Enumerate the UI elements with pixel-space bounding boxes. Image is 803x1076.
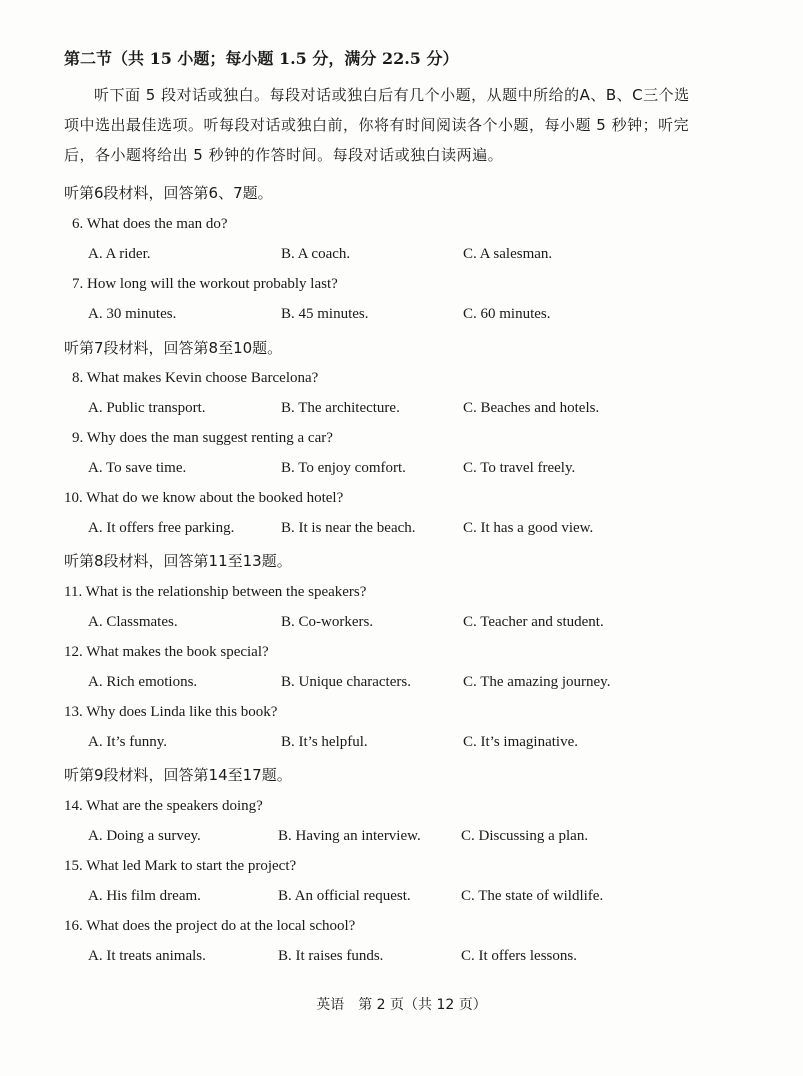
question-7-option-c: C. 60 minutes. [463, 306, 551, 322]
question-12-option-a: A. Rich emotions. [88, 674, 198, 690]
question-12-option-b: B. Unique characters. [281, 674, 411, 690]
question-11-option-a: A. Classmates. [88, 614, 178, 630]
question-9-stem: 9. Why does the man suggest renting a car? [72, 430, 333, 446]
question-10-option-b: B. It is near the beach. [281, 520, 416, 536]
section-instructions: 听下面 5 段对话或独白。每段对话或独白后有几个小题，从题中所给的A、B、C三个选项中选出最佳选项。听每段对话或独白前，你将有时间阅读各个小题，每小题 5 秒钟；听完后，各小题将给出 5 秒钟的作答时间。每段对话或独白读两遍。 [64, 86, 690, 164]
question-11-option-c: C. Teacher and student. [463, 614, 604, 630]
question-11-stem: 11. What is the relationship between the speakers? [64, 584, 367, 600]
group-header-6: 听第6段材料，回答第6、7题。 [64, 184, 273, 202]
question-13-option-b: B. It’s helpful. [281, 734, 368, 750]
question-7-option-b: B. 45 minutes. [281, 306, 369, 322]
question-8-stem: 8. What makes Kevin choose Barcelona? [72, 370, 319, 386]
question-8-option-c: C. Beaches and hotels. [463, 400, 600, 416]
question-11-option-b: B. Co-workers. [281, 614, 374, 630]
section-title: 第二节（共 15 小题；每小题 1.5 分，满分 22.5 分） [64, 49, 459, 68]
question-15-option-a: A. His film dream. [88, 888, 201, 904]
question-16-option-a: A. It treats animals. [88, 948, 206, 964]
question-15-stem: 15. What led Mark to start the project? [64, 858, 297, 874]
question-12-option-c: C. The amazing journey. [463, 674, 611, 690]
group-header-9: 听第9段材料，回答第14至17题。 [64, 766, 292, 784]
question-10-stem: 10. What do we know about the booked hotel? [64, 490, 344, 506]
question-14-stem: 14. What are the speakers doing? [64, 798, 263, 814]
question-15-option-b: B. An official request. [278, 888, 411, 904]
question-12-stem: 12. What makes the book special? [64, 644, 269, 660]
question-14-option-b: B. Having an interview. [278, 828, 421, 844]
question-16-option-c: C. It offers lessons. [461, 948, 577, 964]
question-13-option-a: A. It’s funny. [88, 734, 168, 750]
question-6-option-c: C. A salesman. [463, 246, 553, 262]
question-10-option-a: A. It offers free parking. [88, 520, 235, 536]
question-13-stem: 13. Why does Linda like this book? [64, 704, 278, 720]
question-8-option-a: A. Public transport. [88, 400, 206, 416]
question-13-option-c: C. It’s imaginative. [463, 734, 578, 750]
question-14-option-c: C. Discussing a plan. [461, 828, 589, 844]
question-8-option-b: B. The architecture. [281, 400, 400, 416]
question-7-option-a: A. 30 minutes. [88, 306, 177, 322]
question-16-stem: 16. What does the project do at the local school? [64, 918, 356, 934]
question-15-option-c: C. The state of wildlife. [461, 888, 604, 904]
question-9-option-b: B. To enjoy comfort. [281, 460, 406, 476]
question-6-option-a: A. A rider. [88, 246, 151, 262]
group-header-7: 听第7段材料，回答第8至10题。 [64, 339, 283, 357]
question-16-option-b: B. It raises funds. [278, 948, 384, 964]
question-7-stem: 7. How long will the workout probably last? [72, 276, 338, 292]
question-9-option-c: C. To travel freely. [463, 460, 576, 476]
question-6-stem: 6. What does the man do? [72, 216, 228, 232]
question-9-option-a: A. To save time. [88, 460, 187, 476]
question-6-option-b: B. A coach. [281, 246, 351, 262]
question-10-option-c: C. It has a good view. [463, 520, 594, 536]
page-footer: 英语 第 2 页（共 12 页） [316, 997, 487, 1013]
group-header-8: 听第8段材料，回答第11至13题。 [64, 552, 292, 570]
question-14-option-a: A. Doing a survey. [88, 828, 201, 844]
